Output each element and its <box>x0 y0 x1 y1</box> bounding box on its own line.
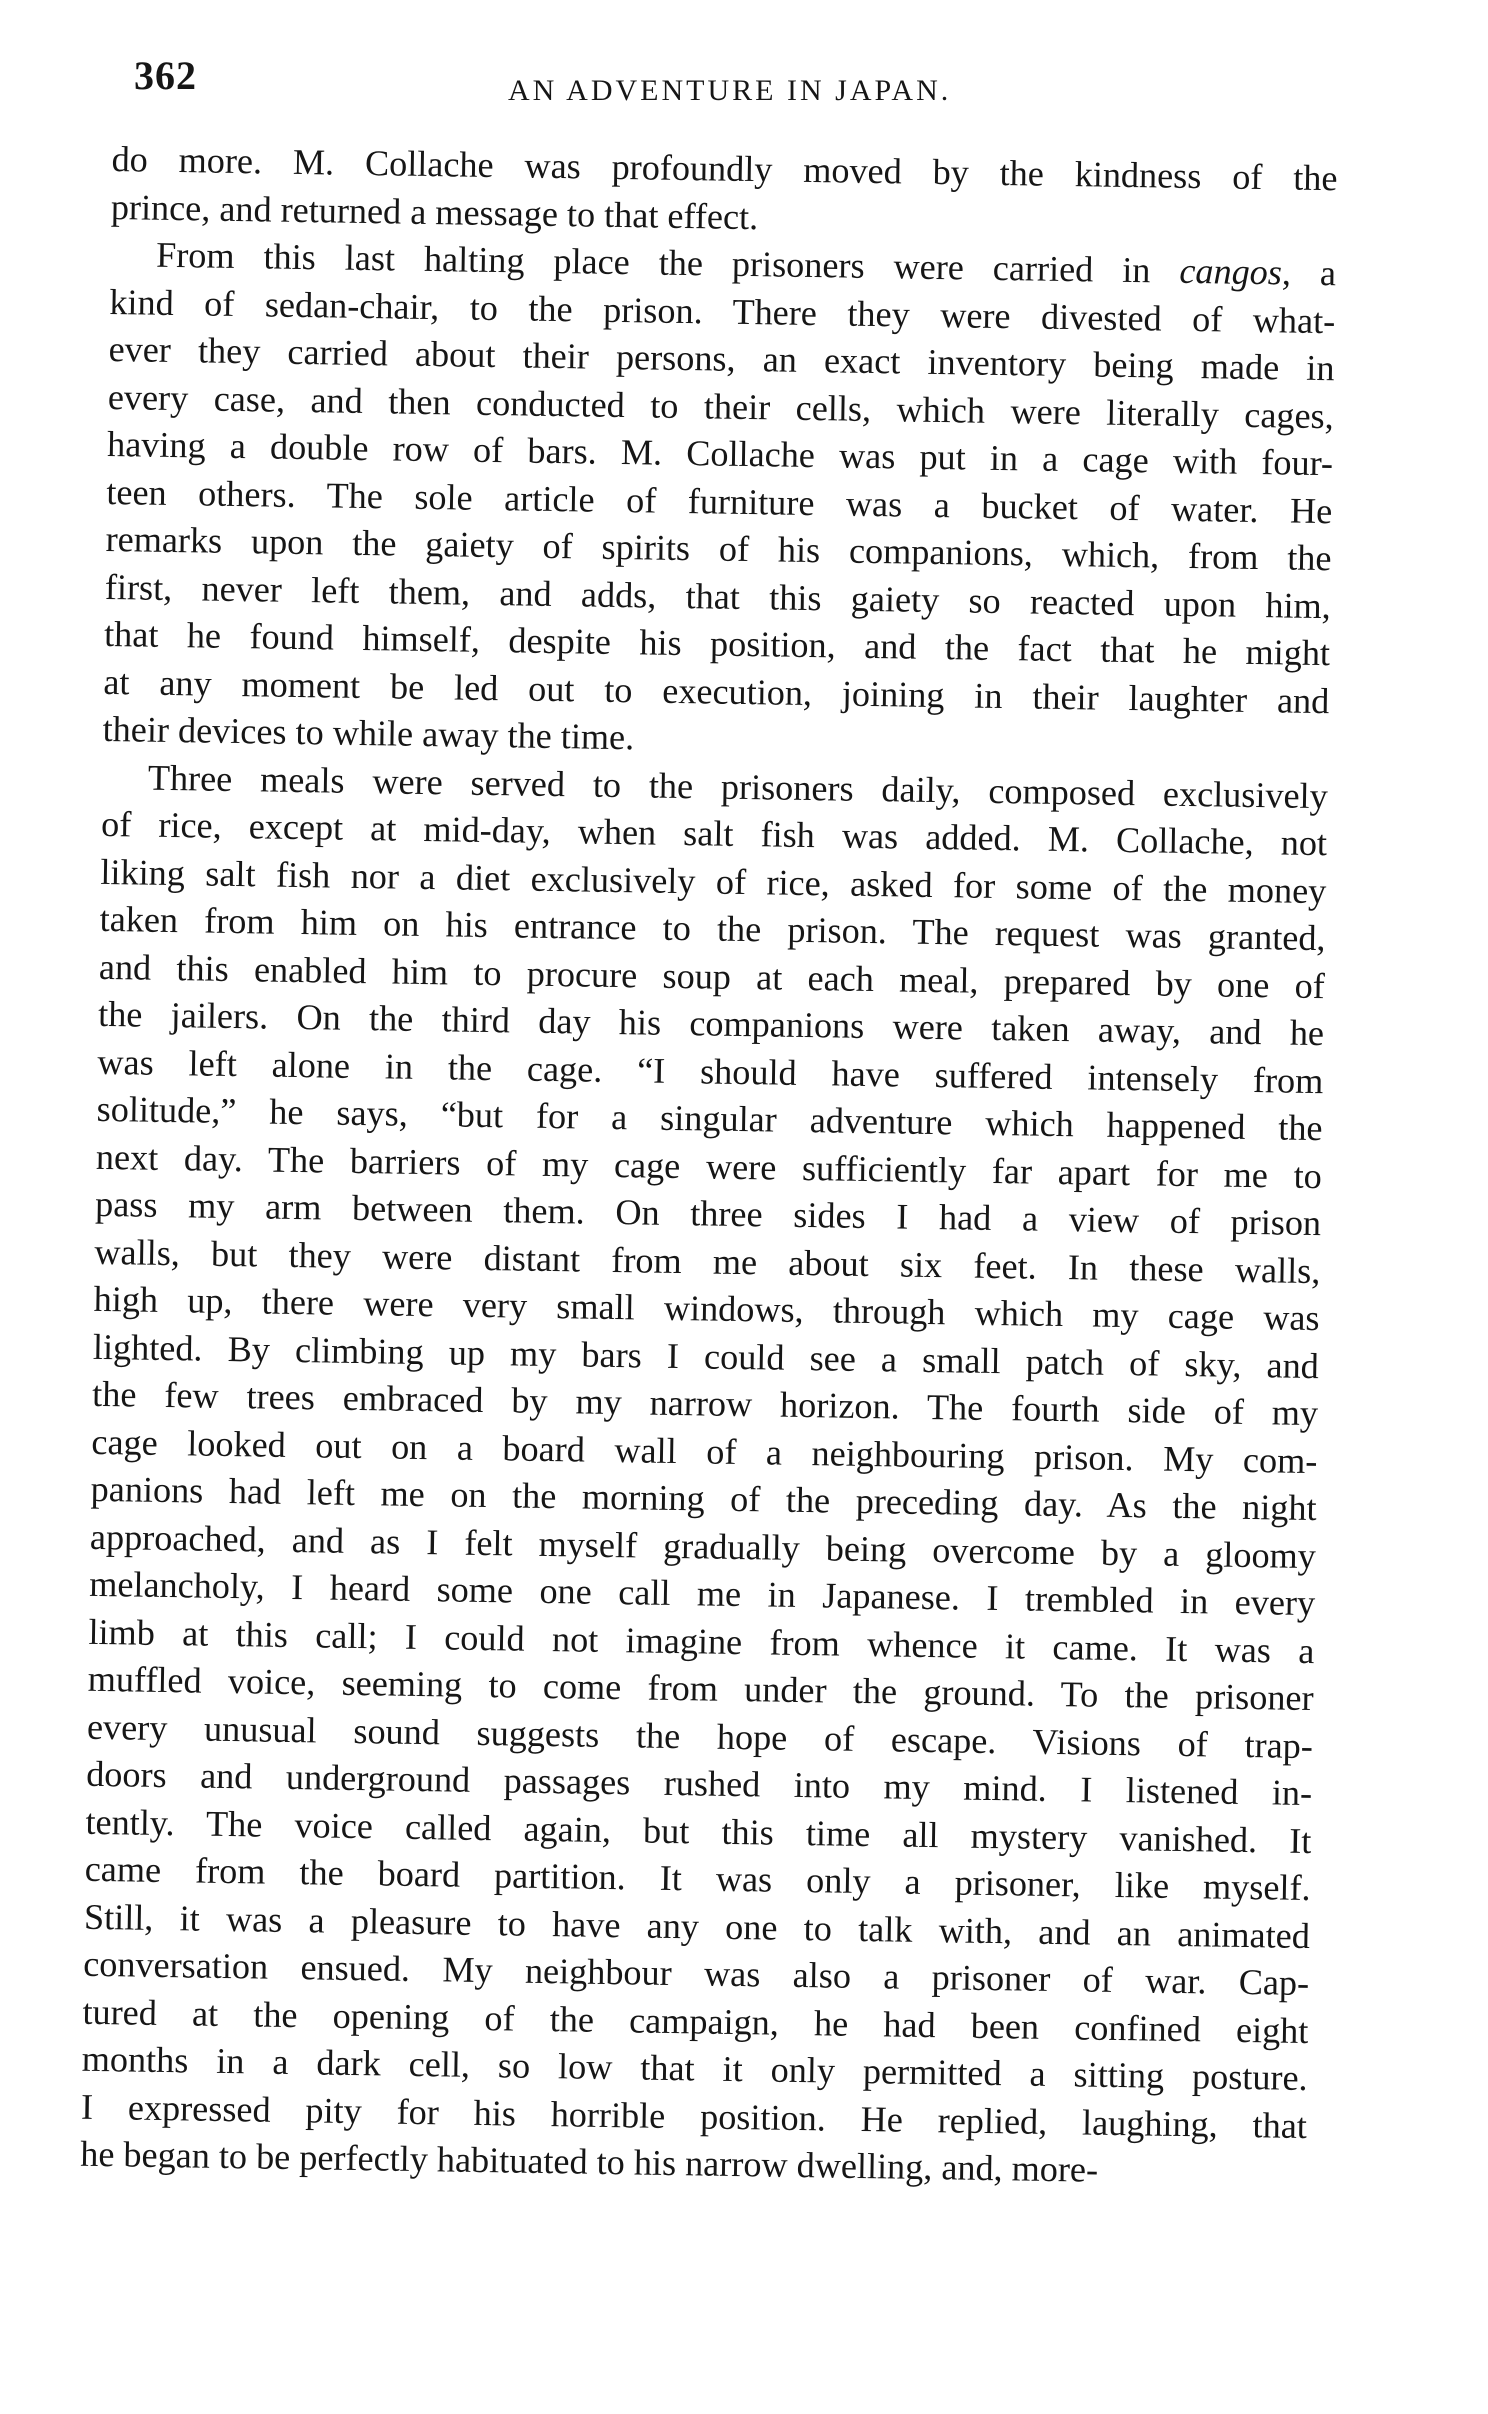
text-line: every unusual sound suggests the hope of escape. Visions of trap- <box>86 1706 1314 1766</box>
text-line: that he found himself, despite his position, and the fact that he might <box>103 613 1331 674</box>
text-line: I expressed pity for his horrible position. He replied, laughing, that <box>80 2086 1308 2146</box>
text-line: conversation ensued. My neighbour was also a prisoner of war. Cap- <box>82 1943 1310 2004</box>
text-line: Three meals were served to the prisoners daily, composed exclusively <box>147 757 1329 816</box>
text-line: pass my arm between them. On three sides I had a view of prison <box>94 1183 1322 1244</box>
text-line: teen others. The sole article of furniture was a bucket of water. He <box>106 471 1333 531</box>
text-line: prince, and returned a message to that effect. <box>110 186 759 237</box>
body-text <box>80 136 1338 2198</box>
text-line: do more. M. Collache was profoundly moved by the kindness of the <box>111 138 1338 199</box>
text-line: muffled voice, seeming to come from under the ground. To the prisoner <box>87 1658 1314 1719</box>
text-line: came from the board partition. It was only a prisoner, like myself. <box>84 1848 1311 1909</box>
text-line: From this last halting place the prisoners were carried in cangos, a <box>155 234 1337 294</box>
running-title: AN ADVENTURE IN JAPAN. <box>508 74 952 107</box>
text-line: months in a dark cell, so low that it only permitted a sitting posture. <box>81 2038 1308 2099</box>
text-line: kind of sedan-chair, to the prison. There they were divested of what- <box>109 281 1336 341</box>
text-line: ever they carried about their persons, an exact inventory being made in <box>108 328 1335 389</box>
text-line: liking salt fish nor a diet exclusively of rice, asked for some of the money <box>100 851 1327 911</box>
text-line: remarks upon the gaiety of spirits of his companions, which, from the <box>105 518 1332 579</box>
text-line: their devices to while away the time. <box>102 708 635 758</box>
text-line: Still, it was a pleasure to have any one to talk with, and an animated <box>83 1896 1311 1956</box>
text-line: doors and underground passages rushed into my mind. I listened in- <box>85 1753 1313 1814</box>
text-line: taken from him on his entrance to the prison. The request was granted, <box>99 898 1326 959</box>
text-line: and this enabled him to procure soup at each meal, prepared by one of <box>98 946 1326 1006</box>
text-line: the few trees embraced by my narrow horizon. The fourth side of my <box>91 1373 1319 1434</box>
page-number: 362 <box>134 53 197 98</box>
text-line: the jailers. On the third day his companions were taken away, and he <box>97 993 1325 1054</box>
text-line: cage looked out on a board wall of a neighbouring prison. My com- <box>91 1421 1318 1481</box>
text-line: he began to be perfectly habituated to his narrow dwelling, and, more- <box>79 2133 1099 2190</box>
text-line: lighted. By climbing up my bars I could see a small patch of sky, and <box>92 1326 1320 1386</box>
text-line: walls, but they were distant from me about six feet. In these walls, <box>94 1231 1321 1291</box>
text-line: panions had left me on the morning of the preceding day. As the night <box>90 1468 1317 1529</box>
text-line: limb at this call; I could not imagine from whence it came. It was a <box>88 1611 1315 1671</box>
text-line: tently. The voice called again, but this time all mystery vanished. It <box>85 1801 1312 1861</box>
paragraph-2 <box>102 231 1336 773</box>
paragraph-3 <box>80 753 1328 2197</box>
text-line: approached, and as I felt myself gradually being overcome by a gloomy <box>89 1516 1317 1576</box>
text-line: first, never left them, and adds, that this gaiety so reacted upon him, <box>104 566 1332 626</box>
text-line: next day. The barriers of my cage were sufficiently far apart for me to <box>95 1136 1323 1196</box>
page-header <box>128 52 1348 112</box>
text-line: solitude,” he says, “but for a singular adventure which happened the <box>96 1088 1323 1149</box>
text-line: at any moment be led out to execution, joining in their laughter and <box>103 661 1330 721</box>
text-line: tured at the opening of the campaign, he had been confined eight <box>82 1991 1309 2051</box>
text-line: of rice, except at mid-day, when salt fish was added. M. Collache, not <box>100 803 1328 864</box>
text-line: having a double row of bars. M. Collache was put in a cage with four- <box>106 423 1334 484</box>
text-line: high up, there were very small windows, through which my cage was <box>93 1278 1320 1339</box>
text-line: melancholy, I heard some one call me in Japanese. I trembled in every <box>88 1563 1316 1624</box>
italic-term: cangos <box>1179 250 1283 293</box>
text-line: every case, and then conducted to their cells, which were literally cages, <box>107 376 1335 436</box>
text-line: was left alone in the cage. “I should have suffered intensely from <box>97 1041 1324 1101</box>
